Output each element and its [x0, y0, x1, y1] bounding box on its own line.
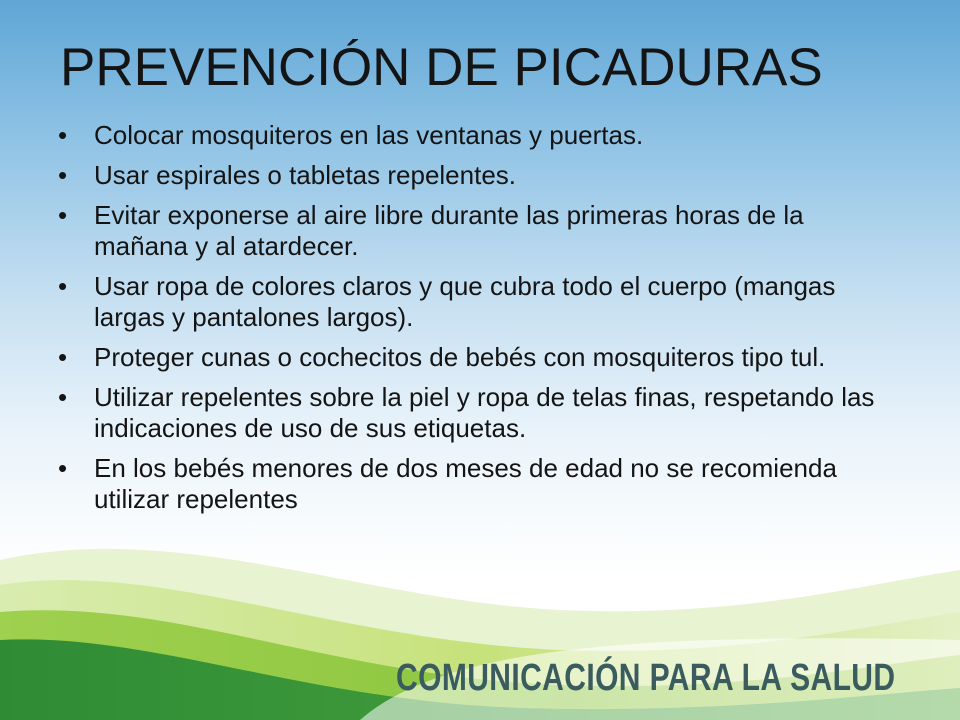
bullet-icon: • — [58, 200, 68, 230]
bullet-text: Evitar exponerse al aire libre durante las primeras horas de la mañana y al atardecer. — [94, 200, 804, 261]
bullet-icon: • — [58, 271, 68, 301]
bullet-text: Colocar mosquiteros en las ventanas y puertas. — [94, 120, 644, 150]
bullet-text: Usar espirales o tabletas repelentes. — [94, 160, 517, 190]
bullet-icon: • — [58, 120, 68, 150]
page-title: PREVENCIÓN DE PICADURAS — [60, 38, 823, 97]
list-item — [58, 120, 898, 151]
bullet-icon: • — [58, 382, 68, 412]
footer-brand-logo: COMUNICACIÓN PARA LA SALUD — [396, 657, 896, 699]
list-item — [58, 453, 898, 515]
bullet-icon: • — [58, 453, 68, 483]
list-item — [58, 382, 898, 444]
list-item — [58, 160, 898, 191]
bullet-text: Utilizar repelentes sobre la piel y ropa de telas finas, respetando las indicaciones de uso de sus etiquetas. — [94, 382, 875, 443]
bullet-icon: • — [58, 160, 68, 190]
bullet-text: Usar ropa de colores claros y que cubra todo el cuerpo (mangas largas y pantalones largos). — [94, 271, 836, 332]
list-item — [58, 342, 898, 373]
bullet-icon: • — [58, 342, 68, 372]
list-item — [58, 200, 898, 262]
bullet-text: Proteger cunas o cochecitos de bebés con mosquiteros tipo tul. — [94, 342, 826, 372]
bullet-list — [58, 120, 898, 524]
bullet-text: En los bebés menores de dos meses de edad no se recomienda utilizar repelentes — [94, 453, 837, 514]
list-item — [58, 271, 898, 333]
